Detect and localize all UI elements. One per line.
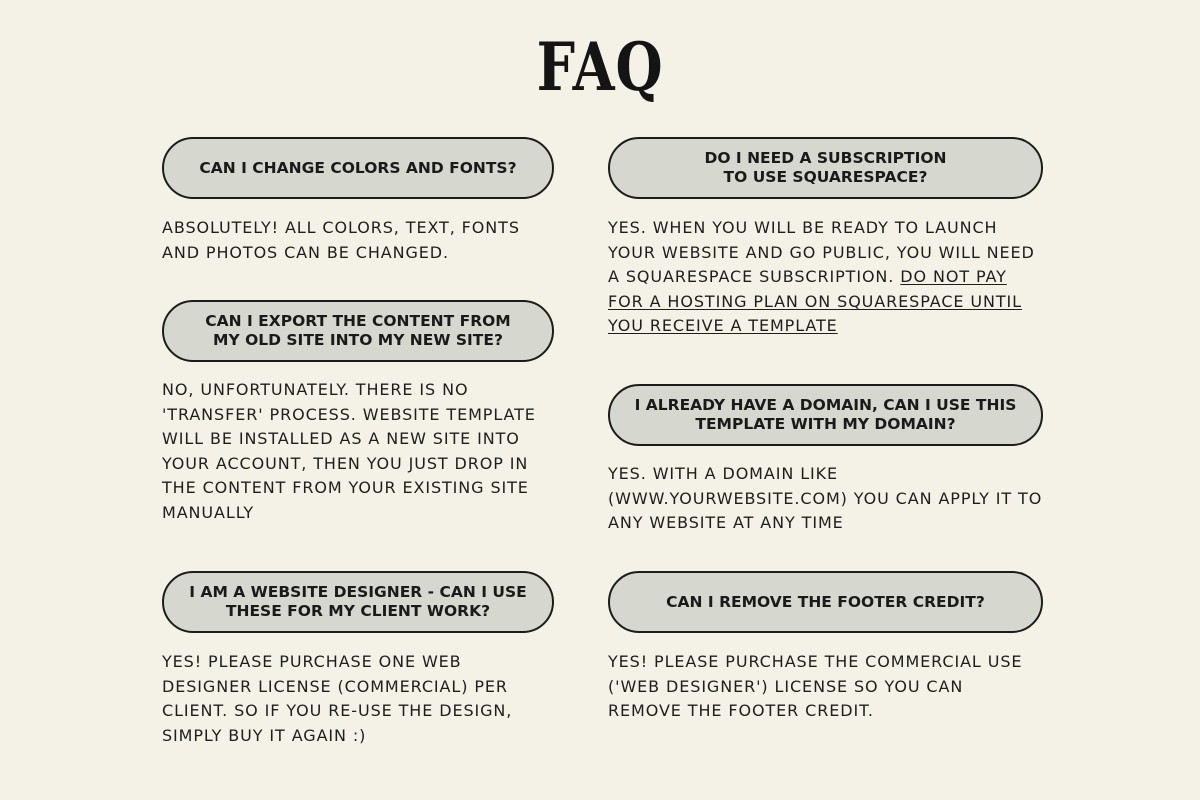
faq-question-footer-credit[interactable]: CAN I REMOVE THE FOOTER CREDIT?	[608, 571, 1043, 633]
faq-question-change-colors[interactable]: CAN I CHANGE COLORS AND FONTS?	[162, 137, 554, 199]
faq-question-domain[interactable]: I ALREADY HAVE A DOMAIN, CAN I USE THIS TEMPLATE WITH MY DOMAIN?	[608, 384, 1043, 446]
faq-answer-change-colors: ABSOLUTELY! ALL COLORS, TEXT, FONTS AND PHOTOS CAN BE CHANGED.	[162, 218, 520, 262]
page-title: FAQ	[536, 28, 664, 106]
faq-question-client-work[interactable]: I AM A WEBSITE DESIGNER - CAN I USE THESE FOR MY CLIENT WORK?	[162, 571, 554, 633]
hosting-plan-link[interactable]: DO NOT PAY FOR A HOSTING PLAN ON SQUARESPACE UNTIL YOU RECEIVE A TEMPLATE	[608, 267, 1022, 336]
faq-answer-export-content: NO, UNFORTUNATELY. THERE IS NO 'TRANSFER' PROCESS. WEBSITE TEMPLATE WILL BE INSTALLED AS A NEW SITE INTO YOUR ACCOUNT, THEN YOU JUST DROP IN THE CONTENT FROM YOUR EXISTING SITE MANUALLY	[162, 380, 536, 522]
faq-question-subscription[interactable]: DO I NEED A SUBSCRIPTION TO USE SQUARESPACE?	[608, 137, 1043, 199]
faq-answer-subscription	[608, 216, 1048, 339]
faq-answer-footer-credit: YES! PLEASE PURCHASE THE COMMERCIAL USE ('WEB DESIGNER') LICENSE SO YOU CAN REMOVE THE FOOTER CREDIT.	[608, 652, 1023, 721]
faq-answer-domain: YES. WITH A DOMAIN LIKE (WWW.YOURWEBSITE.COM) YOU CAN APPLY IT TO ANY WEBSITE AT ANY TIME	[608, 464, 1043, 533]
faq-answer-subscription-text: YES. WHEN YOU WILL BE READY TO LAUNCH YOUR WEBSITE AND GO PUBLIC, YOU WILL NEED A SQUARESPACE SUBSCRIPTION.	[608, 218, 1035, 287]
faq-answer-client-work: YES! PLEASE PURCHASE ONE WEB DESIGNER LICENSE (COMMERCIAL) PER CLIENT. SO IF YOU RE-USE THE DESIGN, SIMPLY BUY IT AGAIN :)	[162, 652, 513, 745]
faq-question-export-content[interactable]: CAN I EXPORT THE CONTENT FROM MY OLD SITE INTO MY NEW SITE?	[162, 300, 554, 362]
